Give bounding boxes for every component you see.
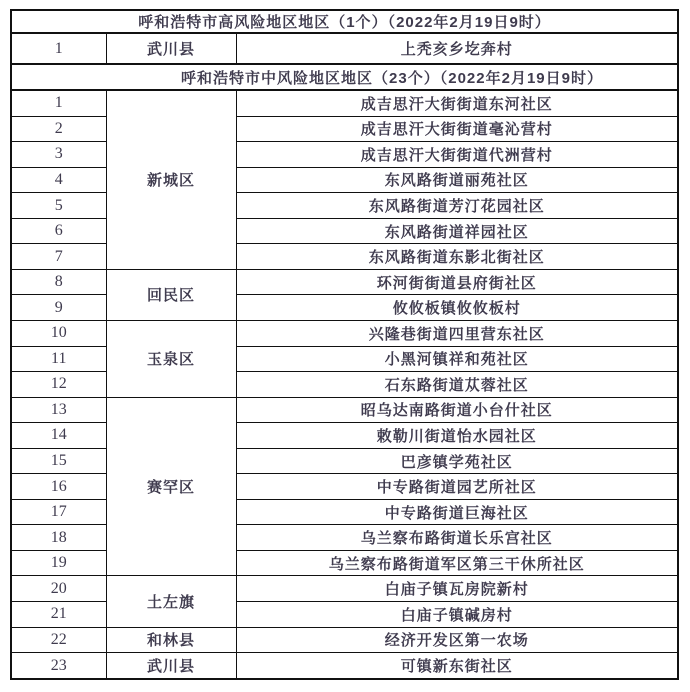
district-cell: 土左旗 [106, 576, 236, 627]
row-number-cell: 9 [11, 295, 106, 321]
table-row [11, 90, 678, 116]
community-cell: 巴彦镇学苑社区 [236, 448, 678, 474]
table-row [11, 33, 678, 64]
row-number-cell: 18 [11, 525, 106, 551]
community-cell: 成吉思汗大街街道毫沁营村 [236, 116, 678, 142]
row-number-cell: 2 [11, 116, 106, 142]
community-cell: 东风路街道东影北街社区 [236, 244, 678, 270]
row-number-cell: 16 [11, 474, 106, 500]
community-cell: 乌兰察布路街道长乐宫社区 [236, 525, 678, 551]
community-cell: 成吉思汗大街街道代洲营村 [236, 142, 678, 168]
district-cell: 玉泉区 [106, 321, 236, 398]
row-number-cell: 21 [11, 602, 106, 628]
community-cell: 昭乌达南路街道小台什社区 [236, 397, 678, 423]
community-cell: 兴隆巷街道四里营东社区 [236, 321, 678, 347]
row-number-cell: 20 [11, 576, 106, 602]
table-row [11, 397, 678, 423]
community-cell: 小黑河镇祥和苑社区 [236, 346, 678, 372]
community-cell: 上秃亥乡圪奔村 [236, 33, 678, 64]
row-number-cell: 14 [11, 423, 106, 449]
row-number-cell: 6 [11, 218, 106, 244]
row-number-cell: 23 [11, 653, 106, 679]
community-cell: 成吉思汗大街街道东河社区 [236, 90, 678, 116]
row-number-cell: 17 [11, 499, 106, 525]
table-row [11, 321, 678, 347]
table-row [11, 627, 678, 653]
row-number-cell: 19 [11, 550, 106, 576]
district-cell: 和林县 [106, 627, 236, 653]
district-cell: 回民区 [106, 269, 236, 320]
table-row [11, 576, 678, 602]
row-number-cell: 15 [11, 448, 106, 474]
community-cell: 环河街街道县府街社区 [236, 269, 678, 295]
row-number-cell: 3 [11, 142, 106, 168]
district-cell: 武川县 [106, 653, 236, 679]
table-row [11, 269, 678, 295]
community-cell: 东风路街道祥园社区 [236, 218, 678, 244]
community-cell: 东风路街道芳汀花园社区 [236, 193, 678, 219]
row-number-cell: 13 [11, 397, 106, 423]
community-cell: 石东路街道苁蓉社区 [236, 372, 678, 398]
row-number-cell: 1 [11, 90, 106, 116]
table-row [11, 653, 678, 679]
row-number-cell: 12 [11, 372, 106, 398]
district-cell: 武川县 [106, 33, 236, 64]
community-cell: 经济开发区第一农场 [236, 627, 678, 653]
high-risk-header: 呼和浩特市高风险地区地区（1个）（2022年2月19日9时） [11, 10, 678, 33]
mid-risk-header: 呼和浩特市中风险地区地区（23个）（2022年2月19日9时） [11, 64, 678, 90]
row-number-cell: 5 [11, 193, 106, 219]
row-number-cell: 8 [11, 269, 106, 295]
community-cell: 中专路街道巨海社区 [236, 499, 678, 525]
mid-risk-header-row [11, 64, 678, 90]
row-number-cell: 4 [11, 167, 106, 193]
community-cell: 东风路街道丽苑社区 [236, 167, 678, 193]
high-risk-header-row [11, 10, 678, 33]
row-number-cell: 11 [11, 346, 106, 372]
community-cell: 可镇新东街社区 [236, 653, 678, 679]
district-cell: 新城区 [106, 90, 236, 269]
community-cell: 白庙子镇碱房村 [236, 602, 678, 628]
row-number-cell: 7 [11, 244, 106, 270]
risk-area-table [10, 9, 679, 680]
community-cell: 乌兰察布路街道军区第三干休所社区 [236, 550, 678, 576]
row-number-cell: 1 [11, 33, 106, 64]
row-number-cell: 10 [11, 321, 106, 347]
community-cell: 敕勒川街道怡水园社区 [236, 423, 678, 449]
row-number-cell: 22 [11, 627, 106, 653]
district-cell: 赛罕区 [106, 397, 236, 576]
community-cell: 中专路街道园艺所社区 [236, 474, 678, 500]
community-cell: 攸攸板镇攸攸板村 [236, 295, 678, 321]
community-cell: 白庙子镇瓦房院新村 [236, 576, 678, 602]
